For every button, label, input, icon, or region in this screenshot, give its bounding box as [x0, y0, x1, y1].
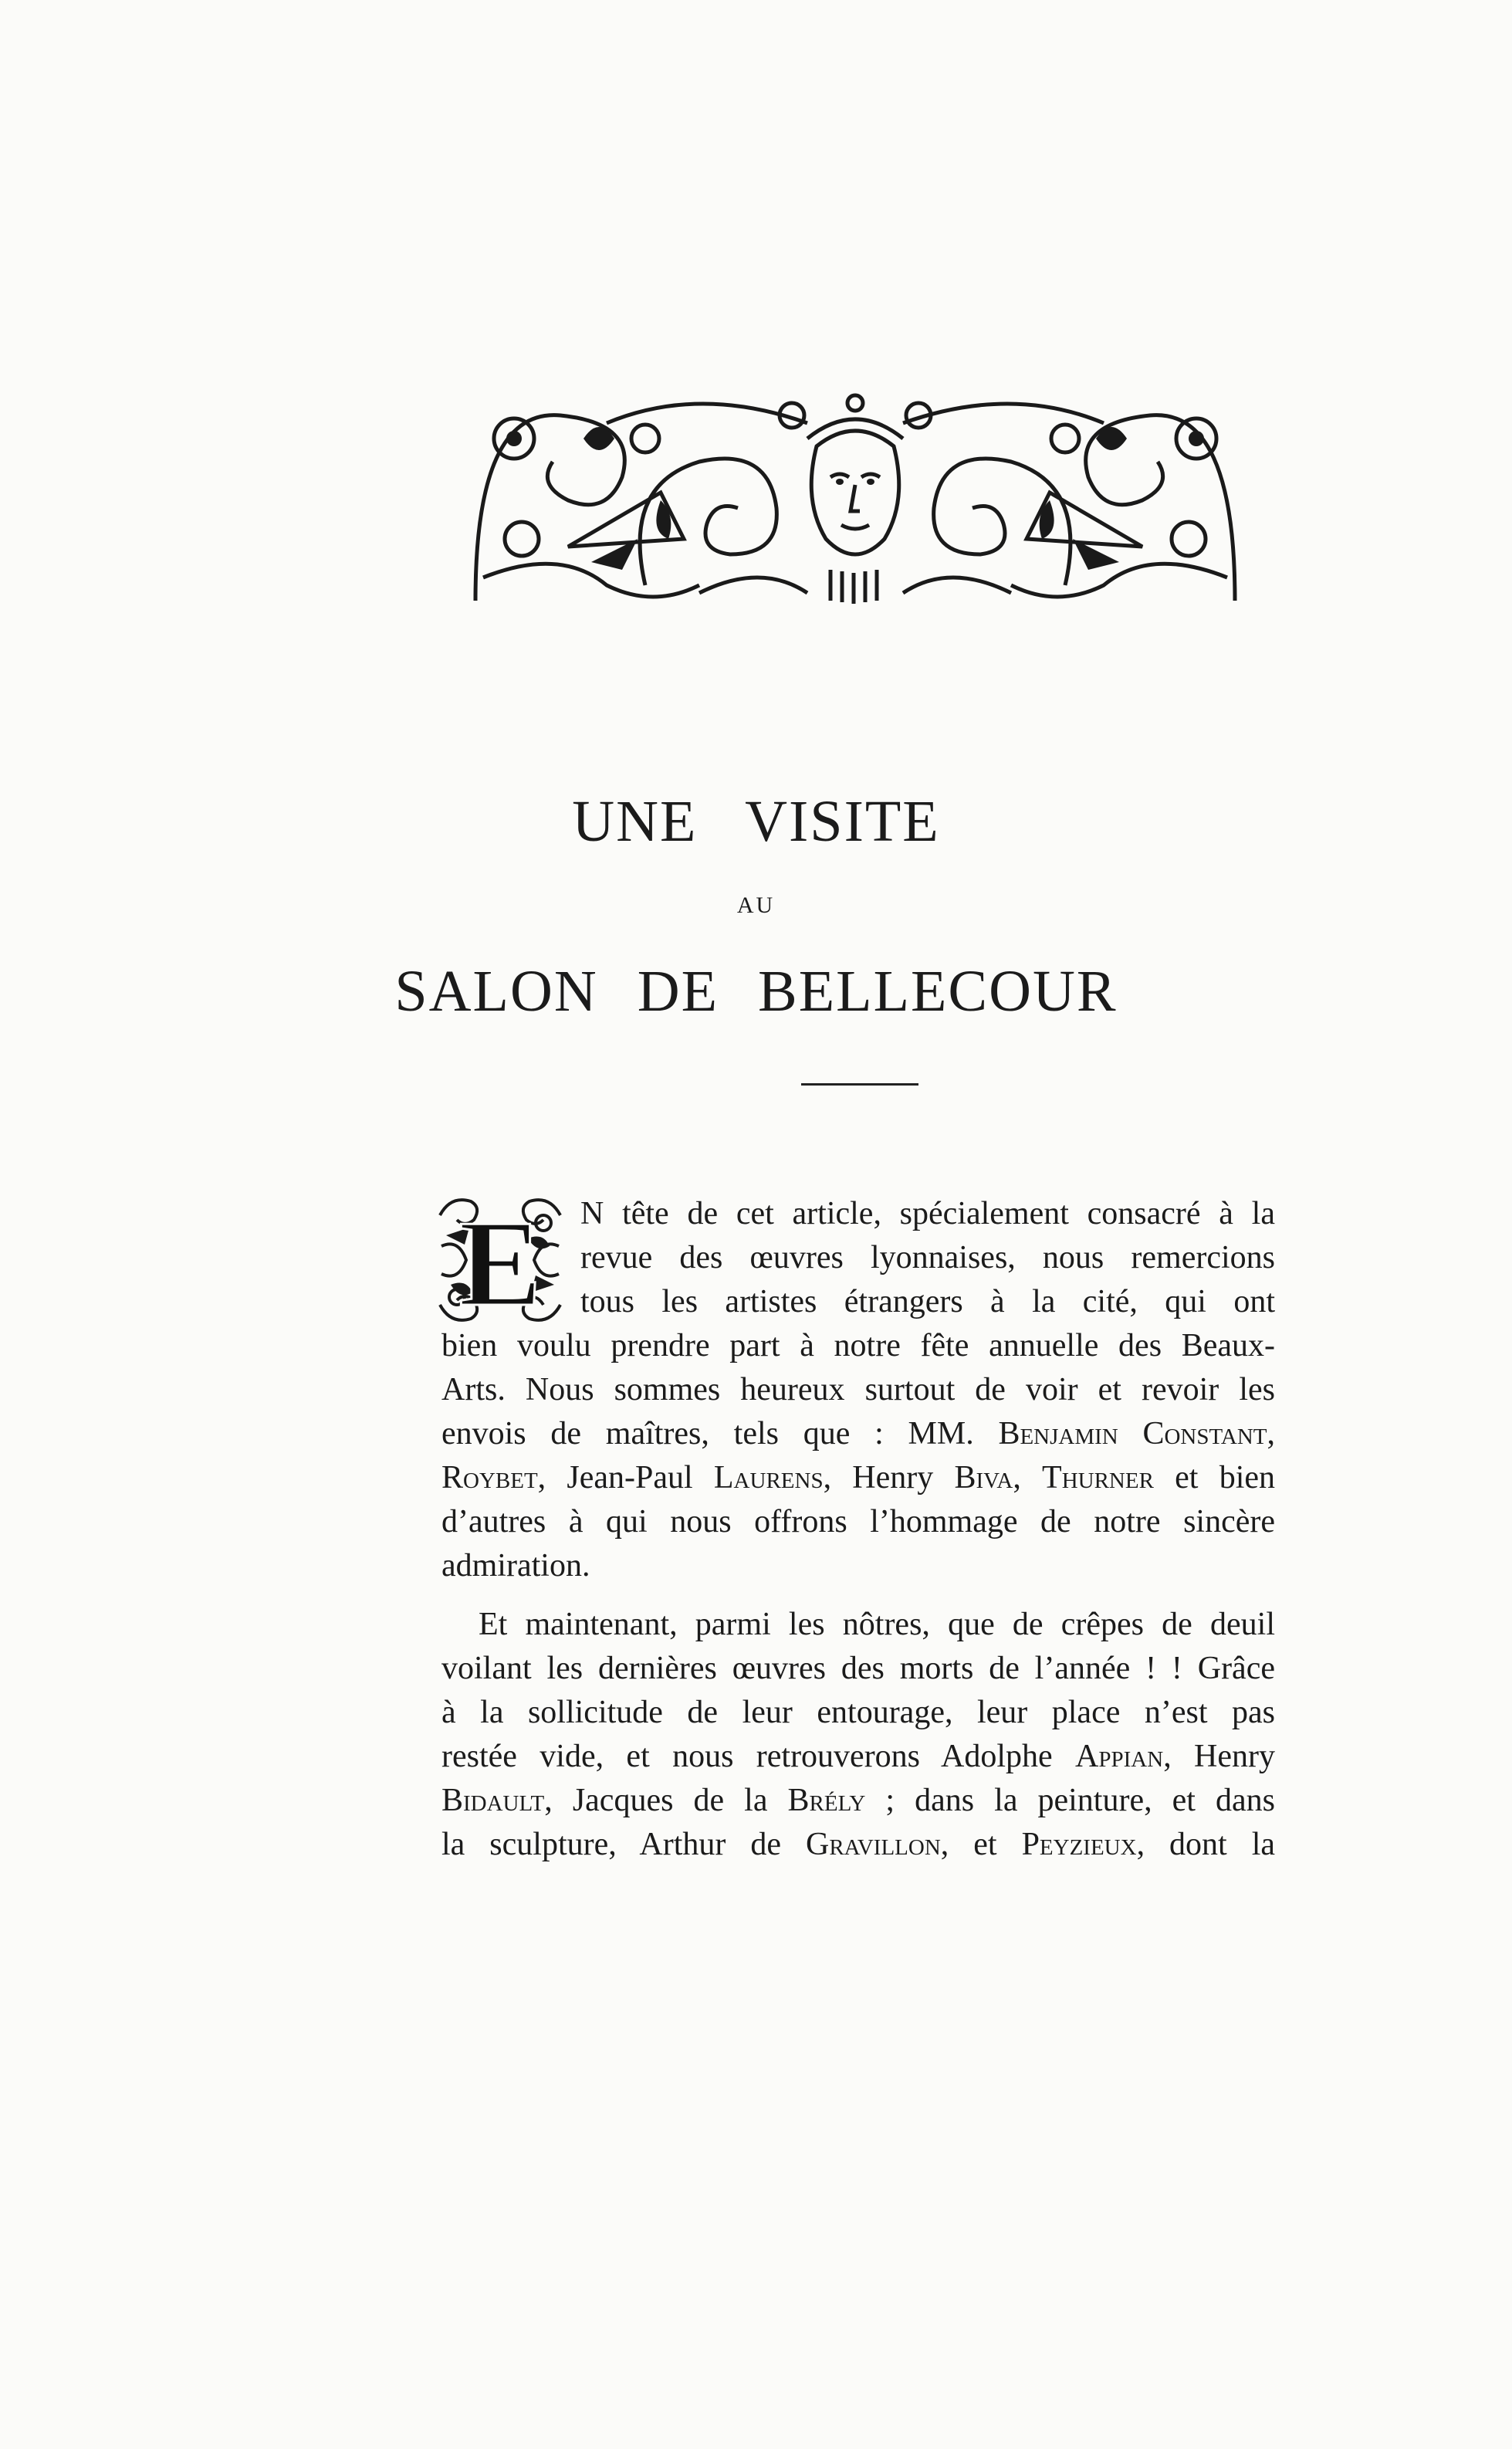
artist-name: Appian: [1075, 1739, 1164, 1774]
drop-cap: [435, 1192, 565, 1328]
text-line: d’autres à qui nous offrons l’hommage de notre sincère: [441, 1504, 1275, 1540]
text-line: à la sollicitude de leur entourage, leur place n’est pas: [441, 1695, 1275, 1730]
text-run: , Henry: [1163, 1739, 1275, 1774]
text-run: , Henry: [823, 1460, 955, 1495]
text-line: [441, 1414, 1275, 1453]
text-run: envois de maîtres, tels que : MM.: [441, 1416, 999, 1451]
ornamental-headpiece: [468, 392, 1243, 610]
artist-name: Peyzieux: [1021, 1827, 1137, 1862]
text-line: Et maintenant, parmi les nôtres, que de crêpes de deuil: [479, 1607, 1275, 1642]
text-line: [441, 1737, 1275, 1776]
text-line: revue des œuvres lyonnaises, nous remercions: [580, 1240, 1275, 1275]
artist-name: Gravillon: [805, 1827, 941, 1862]
text-run: , et: [940, 1827, 1022, 1862]
title-line-1: UNE VISITE: [572, 789, 940, 854]
artist-name: Laurens: [713, 1460, 824, 1495]
text-run: et bien: [1153, 1460, 1276, 1495]
text-line: tous les artistes étrangers à la cité, qui ont: [580, 1284, 1275, 1319]
artist-name: Biva: [954, 1460, 1013, 1495]
text-run: ; dans la peinture, et dans: [865, 1783, 1275, 1818]
text-line: [441, 1825, 1275, 1864]
text-run: ,: [1013, 1460, 1043, 1495]
artist-name: Bidault: [441, 1783, 545, 1818]
text-line: admiration.: [441, 1548, 590, 1584]
artist-name: Benjamin Constant: [998, 1416, 1267, 1451]
drop-cap-letter: E: [458, 1194, 542, 1328]
text-run: , dont la: [1136, 1827, 1276, 1862]
title-rule: [801, 1083, 918, 1086]
text-line: [441, 1458, 1275, 1497]
text-run: ,: [1267, 1416, 1275, 1451]
title-line-2: SALON DE BELLECOUR: [394, 959, 1118, 1024]
text-line: bien voulu prendre part à notre fête annuelle des Beaux-: [441, 1328, 1275, 1363]
text-line: [441, 1781, 1275, 1820]
text-run: , Jacques de la: [544, 1783, 788, 1818]
text-line: N tête de cet article, spécialement consacré à la: [580, 1196, 1275, 1231]
artist-name: Thurner: [1042, 1460, 1154, 1495]
artist-name: Roybet: [441, 1460, 538, 1495]
text-line: voilant les dernières œuvres des morts de l’année ! ! Grâce: [441, 1651, 1275, 1686]
artist-name: Brély: [787, 1783, 866, 1818]
title-au: AU: [736, 893, 776, 918]
text-run: , Jean-Paul: [537, 1460, 714, 1495]
text-run: restée vide, et nous retrouverons Adolphe: [441, 1739, 1076, 1774]
text-run: la sculpture, Arthur de: [441, 1827, 806, 1862]
text-line: Arts. Nous sommes heureux surtout de voir et revoir les: [441, 1372, 1275, 1407]
